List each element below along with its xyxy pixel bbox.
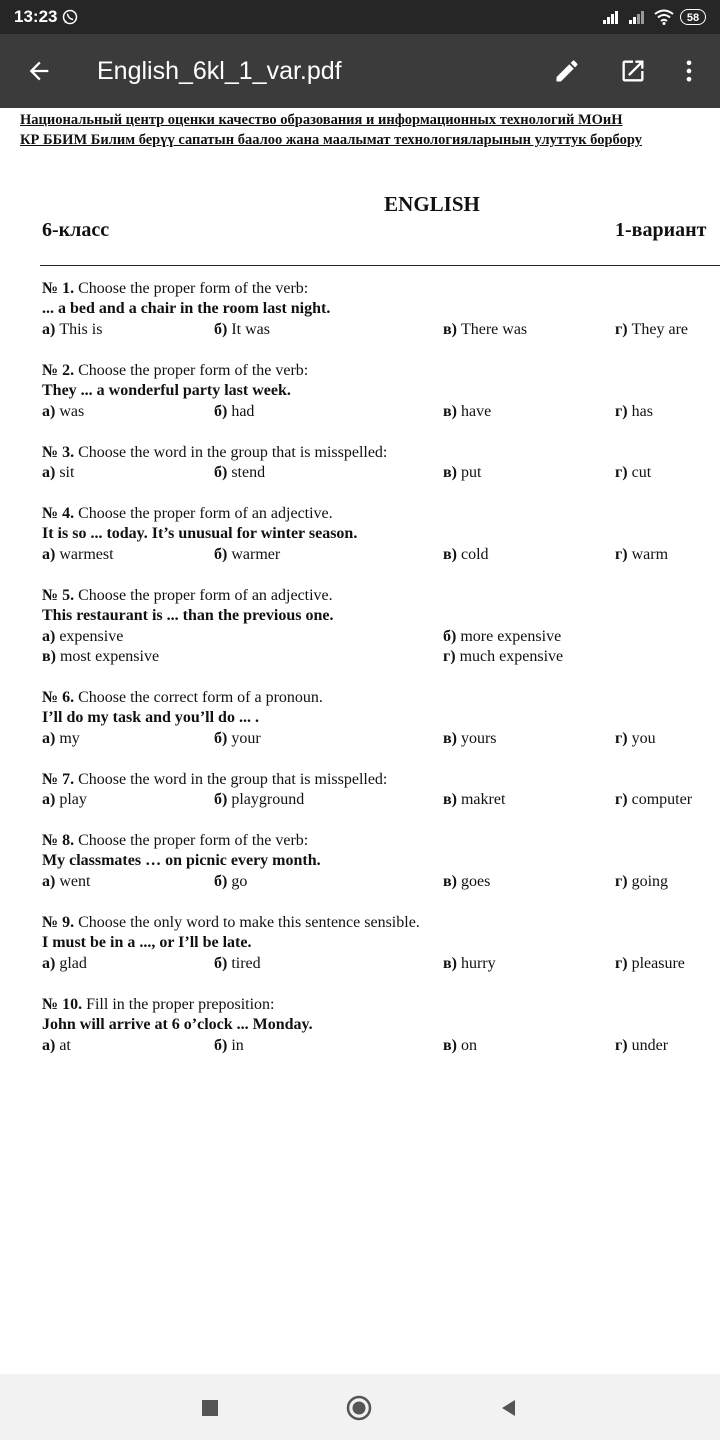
- question-sentence: I must be in a ..., or I’ll be late.: [42, 934, 252, 951]
- option-b: б) stend: [214, 464, 266, 481]
- header-kyrgyz: КР ББИМ Билим берүү сапатын баалоо жана маалымат технологияларынын улуттук борбору: [20, 132, 642, 148]
- option-d: г) cut: [615, 464, 652, 481]
- option-c: в) hurry: [443, 955, 496, 972]
- question-1: [42, 279, 688, 340]
- question-number: № 4.: [42, 505, 75, 522]
- option-a: а) glad: [42, 955, 87, 972]
- open-external-icon: [619, 57, 647, 85]
- class-label: 6-класс: [42, 219, 110, 241]
- question-number: № 8.: [42, 832, 75, 849]
- question-number: № 3.: [42, 444, 75, 461]
- option-d: г) warm: [615, 546, 669, 563]
- option-c: в) There was: [443, 321, 528, 338]
- option-b: б) It was: [214, 321, 270, 338]
- question-6: [42, 688, 656, 749]
- question-instruction: Choose the word in the group that is misspelled:: [78, 444, 388, 461]
- header-russian: Национальный центр оценки качество образования и информационных технологий МОиН: [20, 112, 623, 128]
- square-icon: [201, 1399, 219, 1417]
- question-number: № 1.: [42, 280, 75, 297]
- option-d: г) They are: [615, 321, 688, 338]
- option-a: а) at: [42, 1037, 71, 1054]
- question-number: № 6.: [42, 689, 75, 706]
- question-10: [42, 995, 669, 1056]
- question-instruction: Choose the proper form of the verb:: [78, 832, 309, 849]
- option-b: б) in: [214, 1037, 244, 1054]
- status-bar: [0, 0, 720, 34]
- option-d: г) going: [615, 873, 669, 890]
- home-button[interactable]: [345, 1394, 373, 1422]
- option-a: а) was: [42, 403, 85, 420]
- option-d: г) under: [615, 1037, 669, 1054]
- question-instruction: Choose the proper form of an adjective.: [78, 505, 333, 522]
- option-b: б) playground: [214, 791, 305, 808]
- open-with-button[interactable]: [618, 56, 648, 86]
- option-b: б) had: [214, 403, 255, 420]
- question-instruction: Choose the proper form of the verb:: [78, 280, 309, 297]
- question-4: [42, 504, 669, 565]
- signal-icon-2: [628, 9, 648, 25]
- pencil-icon: [553, 57, 581, 85]
- question-number: № 9.: [42, 914, 75, 931]
- option-b: б) tired: [214, 955, 261, 972]
- option-c: в) cold: [443, 546, 489, 563]
- option-c: в) have: [443, 403, 492, 420]
- divider: [40, 265, 720, 266]
- system-nav-bar: [0, 1374, 720, 1440]
- option-d: г) you: [615, 730, 656, 747]
- option-a: а) expensive: [42, 628, 124, 645]
- option-a: а) sit: [42, 464, 75, 481]
- option-a: а) This is: [42, 321, 103, 338]
- question-sentence: It is so ... today. It’s unusual for winter season.: [42, 525, 358, 542]
- question-sentence: They ... a wonderful party last week.: [42, 382, 291, 399]
- option-c: в) goes: [443, 873, 491, 890]
- more-options-button[interactable]: [674, 56, 704, 86]
- triangle-icon: [499, 1398, 517, 1418]
- option-a: а) warmest: [42, 546, 114, 563]
- whatsapp-icon: [62, 9, 78, 25]
- question-sentence: This restaurant is ... than the previous one.: [42, 607, 334, 624]
- question-instruction: Choose the correct form of a pronoun.: [78, 689, 323, 706]
- status-icons: [602, 8, 706, 26]
- option-d: г) has: [615, 403, 653, 420]
- option-d: г) much expensive: [443, 648, 564, 665]
- question-sentence: ... a bed and a chair in the room last night.: [42, 300, 331, 317]
- pdf-page[interactable]: [0, 108, 720, 1374]
- option-b: б) your: [214, 730, 261, 747]
- option-c: в) yours: [443, 730, 497, 747]
- wifi-icon: [654, 9, 674, 25]
- question-sentence: John will arrive at 6 o’clock ... Monday.: [42, 1016, 313, 1033]
- option-c: в) on: [443, 1037, 477, 1054]
- question-number: № 7.: [42, 771, 75, 788]
- edit-button[interactable]: [552, 56, 582, 86]
- question-instruction: Choose the proper form of an adjective.: [78, 587, 333, 604]
- question-instruction: Choose the only word to make this sentence sensible.: [78, 914, 420, 931]
- subject-title: ENGLISH: [384, 192, 480, 216]
- back-button[interactable]: [24, 56, 54, 86]
- option-b: б) more expensive: [443, 628, 562, 645]
- option-c: в) put: [443, 464, 482, 481]
- variant-label: 1-вариант: [615, 219, 707, 241]
- question-3: [42, 443, 652, 483]
- option-d: г) pleasure: [615, 955, 685, 972]
- option-d: г) computer: [615, 791, 693, 808]
- circle-icon: [346, 1395, 372, 1421]
- question-sentence: My classmates … on picnic every month.: [42, 852, 321, 869]
- question-instruction: Fill in the proper preposition:: [86, 996, 275, 1013]
- back-nav-button[interactable]: [494, 1394, 522, 1422]
- question-sentence: I’ll do my task and you’ll do ... .: [42, 709, 259, 726]
- option-a: а) play: [42, 791, 87, 808]
- more-vert-icon: [675, 57, 703, 85]
- question-5: [42, 586, 564, 667]
- question-instruction: Choose the word in the group that is misspelled:: [78, 771, 388, 788]
- question-2: [42, 361, 653, 422]
- question-number: № 2.: [42, 362, 75, 379]
- status-time: 13:23: [14, 7, 58, 26]
- question-number: № 10.: [42, 996, 83, 1013]
- option-a: а) went: [42, 873, 91, 890]
- question-7: [42, 770, 693, 810]
- question-8: [42, 831, 669, 892]
- option-b: б) go: [214, 873, 248, 890]
- option-c: в) makret: [443, 791, 506, 808]
- question-9: [42, 913, 685, 974]
- question-number: № 5.: [42, 587, 75, 604]
- option-b: б) warmer: [214, 546, 281, 563]
- arrow-left-icon: [25, 57, 53, 85]
- signal-icon: [602, 9, 622, 25]
- option-c: в) most expensive: [42, 648, 160, 665]
- question-instruction: Choose the proper form of the verb:: [78, 362, 309, 379]
- option-a: а) my: [42, 730, 80, 747]
- document-title: English_6kl_1_var.pdf: [97, 57, 342, 85]
- battery-icon: 58: [680, 9, 706, 25]
- app-bar: [0, 34, 720, 108]
- recents-button[interactable]: [196, 1394, 224, 1422]
